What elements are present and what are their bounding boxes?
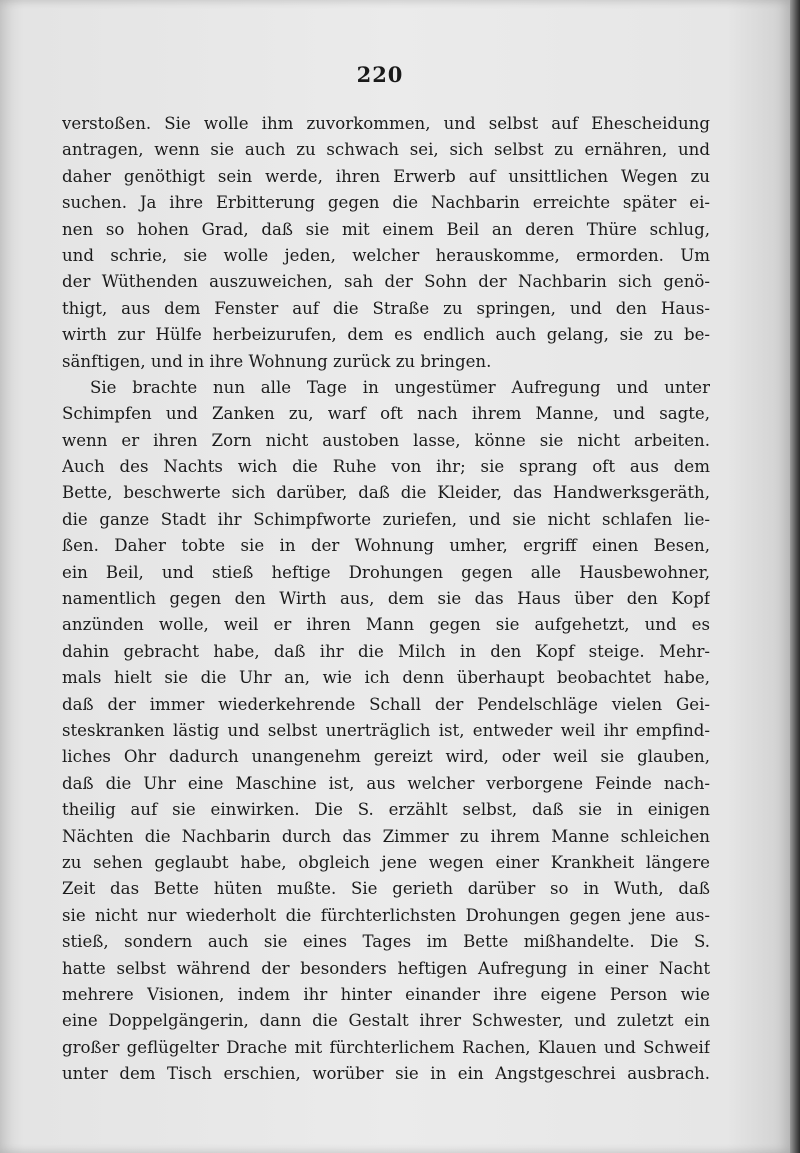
text-line: nen so hohen Grad, daß sie mit einem Beil an deren Thüre schlug,	[62, 219, 710, 239]
text-line: sänftigen, und in ihre Wohnung zurück zu bringen.	[62, 351, 492, 371]
text-line: Sie brachte nun alle Tage in ungestümer Aufregung und unter	[90, 377, 710, 397]
text-line: Auch des Nachts wich die Ruhe von ihr; sie sprang oft aus dem	[62, 457, 710, 477]
text-line: anzünden wolle, weil er ihren Mann gegen sie aufgehetzt, und es	[62, 615, 710, 635]
text-line: suchen. Ja ihre Erbitterung gegen die Nachbarin erreichte später ei-	[62, 193, 710, 213]
text-line: dahin gebracht habe, daß ihr die Milch in den Kopf steige. Mehr-	[62, 641, 710, 661]
text-line: sie nicht nur wiederholt die fürchterlichsten Drohungen gegen jene aus-	[62, 905, 710, 925]
text-line: ßen. Daher tobte sie in der Wohnung umher, ergriff einen Besen,	[62, 536, 710, 556]
text-line: stieß, sondern auch sie eines Tages im Bette mißhandelte. Die S.	[62, 932, 710, 952]
text-line: Bette, beschwerte sich darüber, daß die Kleider, das Handwerksgeräth,	[62, 483, 710, 503]
page-edge	[790, 0, 800, 1153]
text-line: die ganze Stadt ihr Schimpfworte zuriefen, und sie nicht schlafen lie-	[62, 509, 710, 529]
text-line: namentlich gegen den Wirth aus, dem sie das Haus über den Kopf	[62, 589, 710, 609]
page-number: 220	[356, 62, 404, 87]
text-line: wirth zur Hülfe herbeizurufen, dem es endlich auch gelang, sie zu be-	[62, 325, 710, 345]
text-line: hatte selbst während der besonders heftigen Aufregung in einer Nacht	[62, 958, 710, 978]
text-line: steskranken lästig und selbst unerträglich ist, entweder weil ihr empfind-	[62, 720, 710, 740]
text-line: großer geflügelter Drache mit fürchterlichem Rachen, Klauen und Schweif	[62, 1037, 710, 1057]
text-line: wenn er ihren Zorn nicht austoben lasse, könne sie nicht arbeiten.	[62, 430, 710, 450]
text-line: der Wüthenden auszuweichen, sah der Sohn der Nachbarin sich genö-	[62, 272, 710, 292]
body-text	[62, 111, 710, 1087]
text-line: ein Beil, und stieß heftige Drohungen gegen alle Hausbewohner,	[62, 562, 710, 582]
text-line: mehrere Visionen, indem ihr hinter einander ihre eigene Person wie	[62, 984, 710, 1004]
text-line: Schimpfen und Zanken zu, warf oft nach ihrem Manne, und sagte,	[62, 404, 710, 424]
text-line: verstoßen. Sie wolle ihm zuvorkommen, und selbst auf Ehescheidung	[62, 114, 710, 133]
text-line: eine Doppelgängerin, dann die Gestalt ihrer Schwester, und zuletzt ein	[62, 1011, 710, 1031]
text-line: theilig auf sie einwirken. Die S. erzählt selbst, daß sie in einigen	[62, 800, 710, 820]
text-line: thigt, aus dem Fenster auf die Straße zu springen, und den Haus-	[62, 298, 710, 318]
text-line: antragen, wenn sie auch zu schwach sei, sich selbst zu ernähren, und	[62, 140, 710, 160]
text-line: zu sehen geglaubt habe, obgleich jene wegen einer Krankheit längere	[62, 852, 710, 872]
text-line: liches Ohr dadurch unangenehm gereizt wird, oder weil sie glauben,	[62, 747, 710, 767]
text-line: daß der immer wiederkehrende Schall der Pendelschläge vielen Gei-	[62, 694, 710, 714]
text-line: und schrie, sie wolle jeden, welcher herauskomme, ermorden. Um	[62, 245, 710, 265]
text-line: unter dem Tisch erschien, worüber sie in ein Angstgeschrei ausbrach.	[62, 1064, 710, 1084]
text-line: Nächten die Nachbarin durch das Zimmer zu ihrem Manne schleichen	[62, 826, 710, 846]
text-line: mals hielt sie die Uhr an, wie ich denn überhaupt beobachtet habe,	[62, 668, 710, 688]
text-line: daß die Uhr eine Maschine ist, aus welcher verborgene Feinde nach-	[62, 773, 710, 793]
text-line: Zeit das Bette hüten mußte. Sie gerieth darüber so in Wuth, daß	[62, 879, 710, 899]
text-line: daher genöthigt sein werde, ihren Erwerb auf unsittlichen Wegen zu	[62, 166, 710, 186]
